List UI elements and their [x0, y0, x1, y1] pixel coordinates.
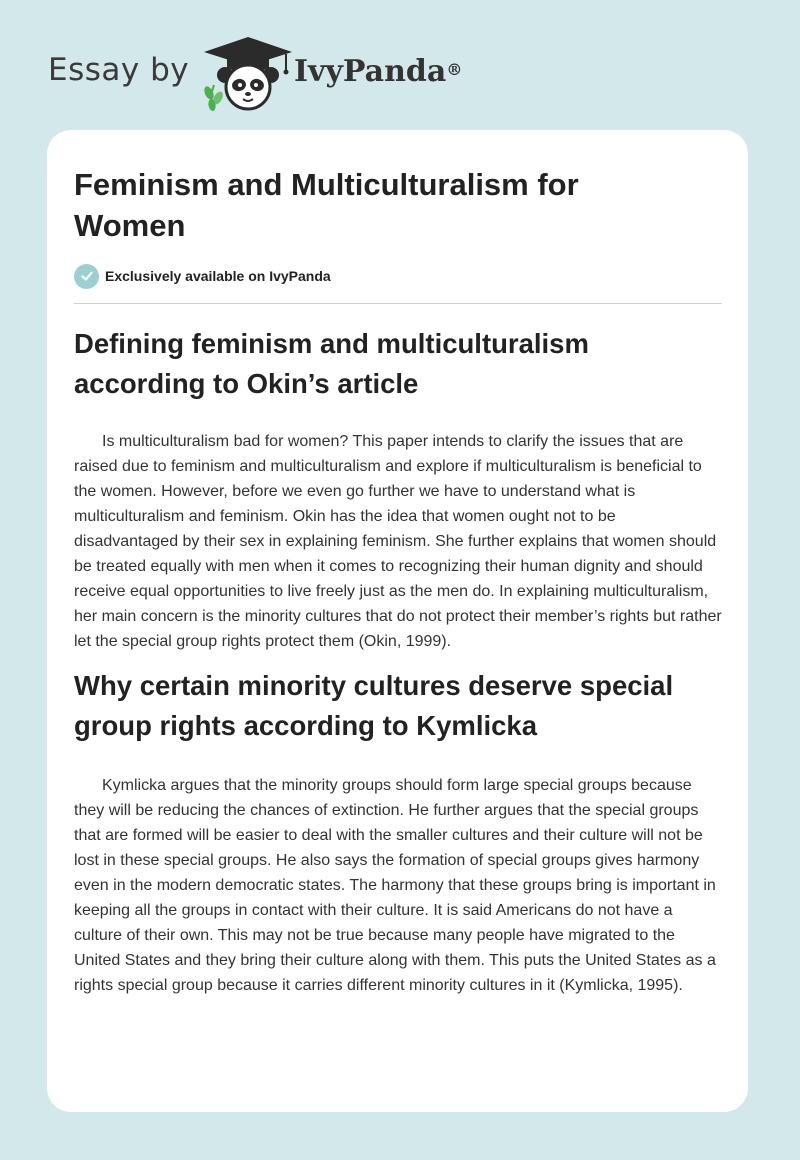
- section-kymlicka: [74, 666, 724, 998]
- section-heading: Why certain minority cultures deserve special group rights according to Kymlicka: [74, 670, 674, 741]
- section-paragraph: Is multiculturalism bad for women? This paper intends to clarify the issues that are raised due to feminism and multiculturalism and explore if multiculturalism is beneficial to the women. However, before we even go further we have to understand what is multiculturalism and feminism. Okin has the idea that women ought not to be disadvantaged by their sex in explaining feminism. She further explains that women should be treated equally with men when it comes to recognizing their human dignity and should receive equal opportunities to live freely just as the men do. In explaining multiculturalism, her main concern is the minority cultures that do not protect their member’s rights but rather let the special group rights protect them (Okin, 1999).: [74, 433, 722, 650]
- brand-name[interactable]: [294, 52, 462, 92]
- essay-card: [47, 130, 748, 1112]
- section-paragraph: Kymlicka argues that the minority groups should form large special groups because they will be reducing the chances of extinction. He further argues that the special groups that are formed will be easier to deal with the smaller cultures and their culture will not be lost in these special groups. He also says the formation of special groups gives harmony even in the modern democratic states. The harmony that these groups bring is important in keeping all the groups in contact with their culture. It is said Americans do not have a culture of their own. This may not be true because many people have migrated to the United States and they bring their culture along with them. This puts the United States as a rights special group because it carries different minority cultures in it (Kymlicka, 1995).: [74, 777, 716, 994]
- section-okin: [74, 324, 724, 654]
- essay-title: Feminism and Multiculturalism for Women: [74, 167, 579, 243]
- panda-logo-icon[interactable]: [200, 35, 296, 111]
- exclusive-badge: [74, 263, 331, 289]
- site-header: [0, 0, 800, 130]
- checkmark-icon: [74, 264, 99, 289]
- title-divider: [74, 303, 722, 304]
- essay-by-label: Essay by: [48, 52, 190, 88]
- section-heading: Defining feminism and multiculturalism according to Okin’s article: [74, 328, 589, 399]
- exclusive-badge-label: Exclusively available on IvyPanda: [105, 268, 331, 284]
- registered-mark: ®: [446, 60, 463, 79]
- brand-name-text: IvyPanda: [294, 54, 447, 89]
